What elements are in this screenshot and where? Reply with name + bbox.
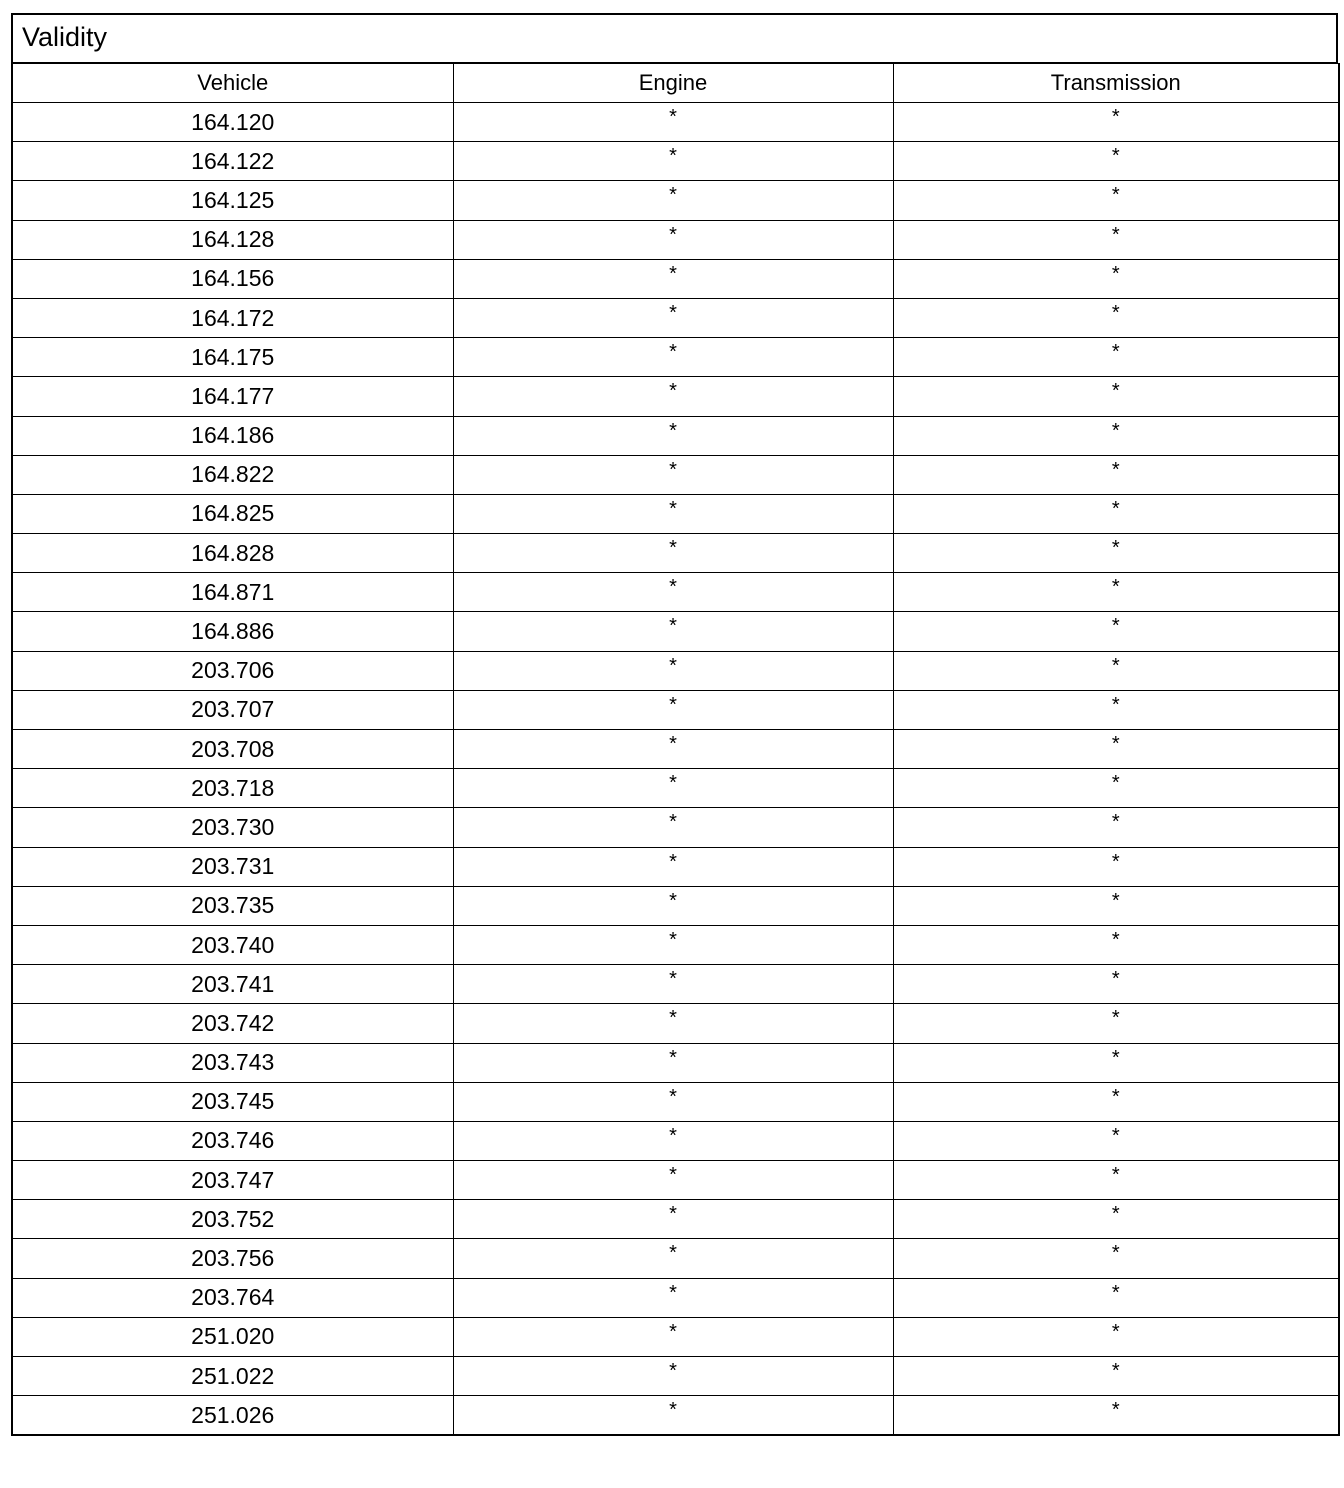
table-row (12, 965, 1339, 1004)
column-header-vehicle: Vehicle (12, 64, 453, 103)
table-row (12, 377, 1339, 416)
transmission-cell: * (893, 142, 1339, 181)
table-row (12, 220, 1339, 259)
engine-cell: * (453, 1082, 893, 1121)
engine-cell: * (453, 142, 893, 181)
engine-cell: * (453, 1043, 893, 1082)
transmission-cell: * (893, 1396, 1339, 1436)
engine-cell: * (453, 1161, 893, 1200)
table-row (12, 1396, 1339, 1436)
transmission-cell: * (893, 338, 1339, 377)
table-row (12, 298, 1339, 337)
engine-cell: * (453, 1239, 893, 1278)
engine-cell: * (453, 651, 893, 690)
table-row (12, 1121, 1339, 1160)
transmission-cell: * (893, 1161, 1339, 1200)
vehicle-cell: 203.740 (12, 925, 453, 964)
vehicle-cell: 203.747 (12, 1161, 453, 1200)
engine-cell: * (453, 690, 893, 729)
column-header-engine: Engine (453, 64, 893, 103)
vehicle-cell: 203.746 (12, 1121, 453, 1160)
engine-cell: * (453, 455, 893, 494)
table-row (12, 259, 1339, 298)
engine-cell: * (453, 1317, 893, 1356)
transmission-cell: * (893, 730, 1339, 769)
transmission-cell: * (893, 455, 1339, 494)
table-row (12, 925, 1339, 964)
transmission-cell: * (893, 534, 1339, 573)
table-row (12, 886, 1339, 925)
engine-cell: * (453, 769, 893, 808)
transmission-cell: * (893, 1239, 1339, 1278)
engine-cell: * (453, 298, 893, 337)
transmission-cell: * (893, 886, 1339, 925)
table-row (12, 181, 1339, 220)
transmission-cell: * (893, 1317, 1339, 1356)
table-row (12, 338, 1339, 377)
engine-cell: * (453, 181, 893, 220)
table-row (12, 1357, 1339, 1396)
validity-document (11, 13, 1338, 1436)
table-body (12, 103, 1339, 1436)
table-row (12, 573, 1339, 612)
vehicle-cell: 164.122 (12, 142, 453, 181)
vehicle-cell: 164.822 (12, 455, 453, 494)
transmission-cell: * (893, 612, 1339, 651)
table-row (12, 455, 1339, 494)
vehicle-cell: 203.764 (12, 1278, 453, 1317)
engine-cell: * (453, 808, 893, 847)
vehicle-cell: 203.730 (12, 808, 453, 847)
column-header-transmission: Transmission (893, 64, 1339, 103)
engine-cell: * (453, 925, 893, 964)
transmission-cell: * (893, 690, 1339, 729)
transmission-cell: * (893, 1200, 1339, 1239)
vehicle-cell: 203.742 (12, 1004, 453, 1043)
transmission-cell: * (893, 103, 1339, 142)
engine-cell: * (453, 1278, 893, 1317)
table-title: Validity (11, 13, 1338, 63)
table-row (12, 103, 1339, 142)
vehicle-cell: 164.120 (12, 103, 453, 142)
transmission-cell: * (893, 769, 1339, 808)
engine-cell: * (453, 103, 893, 142)
transmission-cell: * (893, 494, 1339, 533)
vehicle-cell: 203.741 (12, 965, 453, 1004)
transmission-cell: * (893, 573, 1339, 612)
transmission-cell: * (893, 1121, 1339, 1160)
vehicle-cell: 203.752 (12, 1200, 453, 1239)
vehicle-cell: 203.706 (12, 651, 453, 690)
engine-cell: * (453, 1200, 893, 1239)
transmission-cell: * (893, 416, 1339, 455)
transmission-cell: * (893, 965, 1339, 1004)
table-row (12, 1200, 1339, 1239)
table-row (12, 142, 1339, 181)
table-row (12, 494, 1339, 533)
table-row (12, 808, 1339, 847)
table-row (12, 612, 1339, 651)
transmission-cell: * (893, 808, 1339, 847)
vehicle-cell: 203.735 (12, 886, 453, 925)
engine-cell: * (453, 1357, 893, 1396)
vehicle-cell: 203.718 (12, 769, 453, 808)
transmission-cell: * (893, 925, 1339, 964)
vehicle-cell: 251.022 (12, 1357, 453, 1396)
engine-cell: * (453, 612, 893, 651)
vehicle-cell: 203.756 (12, 1239, 453, 1278)
engine-cell: * (453, 377, 893, 416)
engine-cell: * (453, 886, 893, 925)
vehicle-cell: 164.886 (12, 612, 453, 651)
table-row (12, 690, 1339, 729)
transmission-cell: * (893, 259, 1339, 298)
engine-cell: * (453, 534, 893, 573)
vehicle-cell: 164.825 (12, 494, 453, 533)
header-row (12, 64, 1339, 103)
vehicle-cell: 164.156 (12, 259, 453, 298)
validity-table (11, 63, 1340, 1436)
transmission-cell: * (893, 1004, 1339, 1043)
transmission-cell: * (893, 1278, 1339, 1317)
engine-cell: * (453, 494, 893, 533)
vehicle-cell: 203.743 (12, 1043, 453, 1082)
transmission-cell: * (893, 377, 1339, 416)
vehicle-cell: 164.871 (12, 573, 453, 612)
transmission-cell: * (893, 1357, 1339, 1396)
vehicle-cell: 251.026 (12, 1396, 453, 1436)
table-row (12, 1004, 1339, 1043)
engine-cell: * (453, 416, 893, 455)
engine-cell: * (453, 338, 893, 377)
transmission-cell: * (893, 298, 1339, 337)
transmission-cell: * (893, 220, 1339, 259)
vehicle-cell: 164.177 (12, 377, 453, 416)
vehicle-cell: 164.828 (12, 534, 453, 573)
engine-cell: * (453, 847, 893, 886)
table-row (12, 1317, 1339, 1356)
table-row (12, 847, 1339, 886)
table-row (12, 416, 1339, 455)
table-row (12, 730, 1339, 769)
transmission-cell: * (893, 651, 1339, 690)
engine-cell: * (453, 259, 893, 298)
vehicle-cell: 164.128 (12, 220, 453, 259)
vehicle-cell: 203.731 (12, 847, 453, 886)
transmission-cell: * (893, 1043, 1339, 1082)
table-row (12, 1082, 1339, 1121)
transmission-cell: * (893, 1082, 1339, 1121)
vehicle-cell: 164.172 (12, 298, 453, 337)
vehicle-cell: 203.707 (12, 690, 453, 729)
table-row (12, 1161, 1339, 1200)
table-row (12, 769, 1339, 808)
vehicle-cell: 164.175 (12, 338, 453, 377)
vehicle-cell: 164.186 (12, 416, 453, 455)
engine-cell: * (453, 1396, 893, 1436)
table-row (12, 1043, 1339, 1082)
table-row (12, 534, 1339, 573)
engine-cell: * (453, 573, 893, 612)
engine-cell: * (453, 1004, 893, 1043)
table-row (12, 1239, 1339, 1278)
transmission-cell: * (893, 181, 1339, 220)
vehicle-cell: 203.745 (12, 1082, 453, 1121)
vehicle-cell: 251.020 (12, 1317, 453, 1356)
vehicle-cell: 164.125 (12, 181, 453, 220)
engine-cell: * (453, 220, 893, 259)
engine-cell: * (453, 965, 893, 1004)
table-row (12, 1278, 1339, 1317)
engine-cell: * (453, 1121, 893, 1160)
transmission-cell: * (893, 847, 1339, 886)
table-row (12, 651, 1339, 690)
engine-cell: * (453, 730, 893, 769)
vehicle-cell: 203.708 (12, 730, 453, 769)
